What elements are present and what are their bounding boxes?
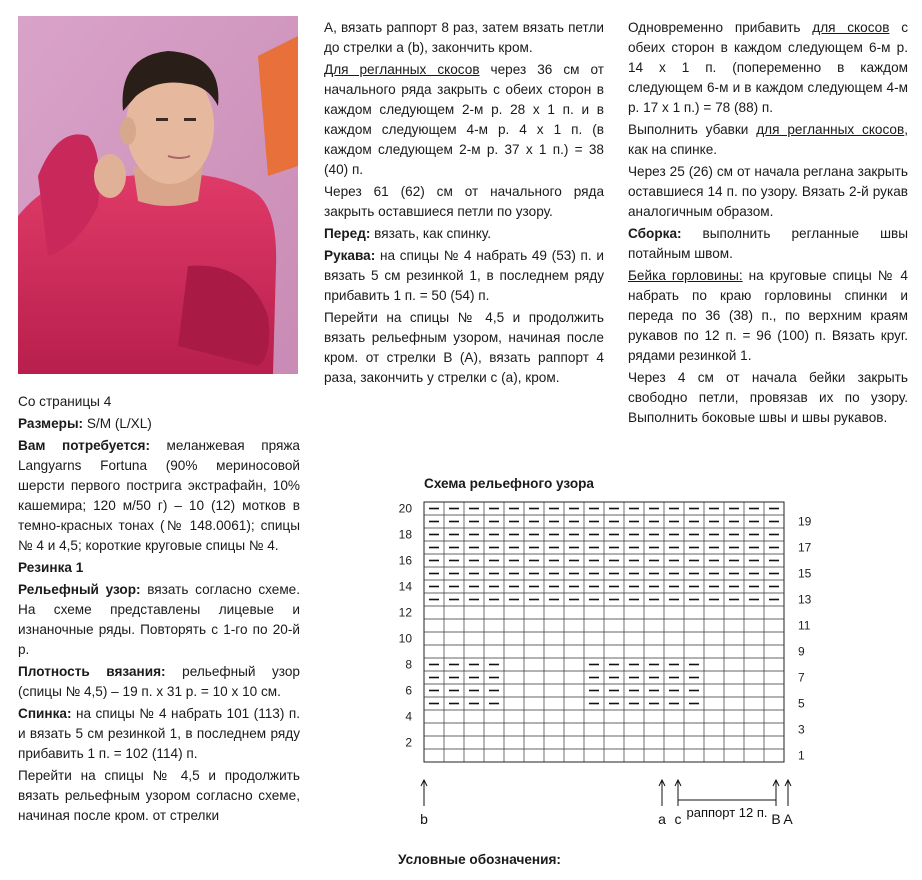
materials-text: меланжевая пряжа Langyarns Fortuna (90% мериносовой шерсти первого пострига экстрафайн, 10% кашемира; 120 м/50 г) – 10 (12) мотков в темно-красных тонах (№ 148.0061); спицы № 4 и 4,5; короткие круговые спицы № 4.	[18, 438, 300, 553]
col3-p1-end: с обеих сторон в каждом следующем 6-м р. 14 х 1 п. (попеременно в каждом следующем 6-м и в каждом следующем 4-м р. 17 х 1 п.) = 78 (88) п.	[628, 20, 908, 115]
relief-text: вязать согласно схеме. На схеме представлены лицевые и изнаночные ряды. Повторять с 1-го по 20-й р.	[18, 582, 300, 657]
row-number-right: 17	[798, 540, 812, 555]
neckband-paragraph	[628, 266, 908, 366]
sizes-value: S/M (L/XL)	[83, 416, 152, 431]
text-column-1	[18, 392, 300, 828]
row-number-right: 13	[798, 592, 812, 607]
raglan-label: Для регланных скосов	[324, 62, 480, 77]
front-text: вязать, как спинку.	[370, 226, 492, 241]
col3-p2-underlined: для регланных скосов	[756, 122, 905, 137]
text-column-2	[324, 18, 604, 390]
row-number-left: 20	[398, 501, 412, 516]
row-number-left: 10	[398, 631, 412, 646]
arrow-label-c: c	[674, 811, 682, 827]
row-number-left: 8	[405, 657, 412, 672]
row-number-left: 6	[405, 683, 412, 698]
row-number-right: 9	[798, 644, 805, 659]
sizes-label: Размеры:	[18, 416, 84, 431]
rib-heading: Резинка 1	[18, 560, 84, 575]
row-number-left: 12	[398, 605, 412, 620]
chart-title: Схема рельефного узора	[424, 476, 594, 491]
col3-p1-underlined: для скосов	[812, 20, 890, 35]
row-number-left: 18	[398, 527, 412, 542]
materials-label: Вам потребуется:	[18, 438, 150, 453]
arrow-label-B: B	[771, 811, 781, 827]
col2-paragraph-6: Перейти на спицы № 4,5 и продолжить вязать рельефным узором, начиная после кром. от стрелки В (А), вязать раппорт 4 раза, закончить у стрелки с (а), кром.	[324, 310, 604, 385]
front-paragraph	[324, 224, 604, 244]
relief-label: Рельефный узор:	[18, 582, 141, 597]
density-text: рельефный узор (спицы № 4,5) – 19 п. х 31 р. = 10 х 10 см.	[18, 664, 300, 699]
row-number-left: 16	[398, 553, 412, 568]
row-number-right: 19	[798, 514, 812, 529]
col3-p2-end: , как на спинке.	[628, 122, 908, 157]
model-photo	[18, 16, 298, 374]
text-column-3	[628, 18, 908, 430]
row-number-right: 5	[798, 696, 805, 711]
photo-illustration	[18, 16, 298, 374]
col3-paragraph-6: Через 4 см от начала бейки закрыть свободно петли, провязав их по узору. Выполнить боковые швы и швы рукавов.	[628, 370, 908, 425]
arrow-label-b: b	[420, 811, 428, 827]
assembly-paragraph	[628, 224, 908, 264]
row-number-left: 2	[405, 735, 412, 750]
row-number-left: 4	[405, 709, 412, 724]
sizes-paragraph	[18, 414, 300, 434]
sleeves-paragraph	[324, 246, 604, 306]
col3-p2-start: Выполнить убавки	[628, 122, 757, 137]
repeat-label: раппорт 12 п.	[686, 805, 768, 820]
sleeves-text: на спицы № 4 набрать 49 (53) п. и вязать 5 см резинкой 1, в последнем ряду прибавить 1 п. = 50 (54) п.	[324, 248, 604, 303]
raglan-text: через 36 см от начального ряда закрыть с обеих сторон в каждом следующем 2-м р. 28 х 1 п. и в каждом следующем 4-м р. 4 х 1 п. (в каждом следующем 2-м р. 37 х 1 п.) = 38 (40) п.	[324, 62, 604, 177]
legend-title: Условные обозначения:	[398, 852, 561, 867]
sleeves-label: Рукава:	[324, 248, 376, 263]
assembly-label: Сборка:	[628, 226, 682, 241]
col3-paragraph-1	[628, 18, 908, 118]
row-number-right: 15	[798, 566, 812, 581]
back-paragraph-2: Перейти на спицы № 4,5 и продолжить вязать рельефным узором согласно схеме, начиная после кром. от стрелки	[18, 768, 300, 823]
col2-paragraph-3: Через 61 (62) см от начального ряда закрыть оставшиеся петли по узору.	[324, 184, 604, 219]
row-number-left: 14	[398, 579, 412, 594]
col3-paragraph-3: Через 25 (26) см от начала реглана закрыть оставшиеся 14 п. по узору. Вязать 2-й рукав аналогичным образом.	[628, 164, 908, 219]
pattern-chart	[380, 490, 810, 835]
front-label: Перед:	[324, 226, 371, 241]
neckband-label: Бейка горловины:	[628, 268, 743, 283]
row-number-right: 3	[798, 722, 805, 737]
relief-paragraph	[18, 580, 300, 660]
col2-paragraph-1: А, вязать раппорт 8 раз, затем вязать петли до стрелки a (b), закончить кром.	[324, 20, 604, 55]
arrow-label-a: a	[658, 811, 666, 827]
raglan-paragraph	[324, 60, 604, 180]
row-number-right: 1	[798, 748, 805, 763]
col3-p1-start: Одновременно прибавить	[628, 20, 813, 35]
assembly-text: выполнить регланные швы потайным швом.	[628, 226, 908, 261]
back-label: Спинка:	[18, 706, 72, 721]
back-text: на спицы № 4 набрать 101 (113) п. и вязать 5 см резинкой 1, в последнем ряду прибавить 1 п. = 102 (114) п.	[18, 706, 300, 761]
back-paragraph	[18, 704, 300, 764]
row-number-right: 7	[798, 670, 805, 685]
arrow-label-A: A	[783, 811, 793, 827]
source-line: Со страницы 4	[18, 394, 112, 409]
col3-paragraph-2	[628, 120, 908, 160]
density-paragraph	[18, 662, 300, 702]
density-label: Плотность вязания:	[18, 664, 166, 679]
row-number-right: 11	[798, 618, 811, 633]
neckband-text: на круговые спицы № 4 набрать по краю горловины спинки и переда по 36 (38) п., по верхним краям рукавов по 12 п. = 96 (100) п. Вязать круг. рядами резинкой 1.	[628, 268, 908, 363]
materials-paragraph	[18, 436, 300, 556]
